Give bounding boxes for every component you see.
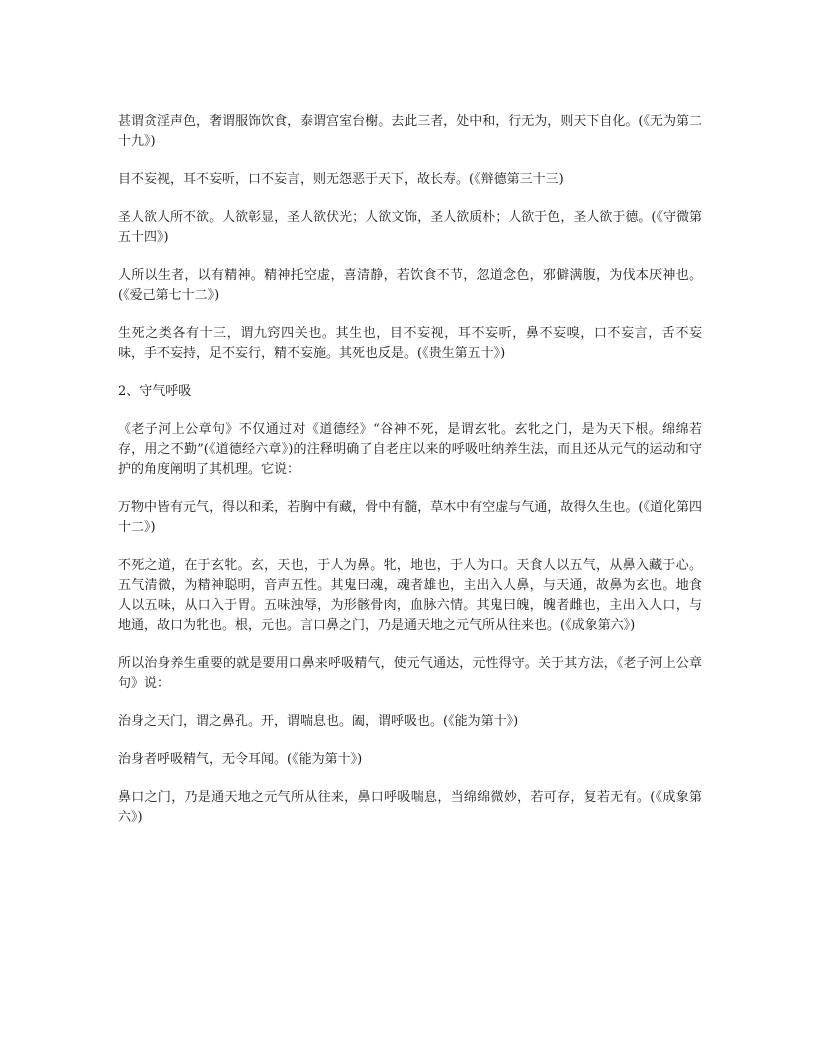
section-heading: 2、守气呼吸	[118, 384, 192, 399]
paragraph-wuwei: 甚谓贪淫声色，奢谓服饰饮食，泰谓宫室台榭。去此三者，处中和，行无为，则天下自化。(《无为第二十九》)	[118, 114, 702, 149]
paragraph-chengxiang-1: 不死之道，在于玄牝。玄，天也，于人为鼻。牝，地也，于人为口。天食人以五气，从鼻入藏于心。五气清微，为精神聪明，音声五性。其鬼曰魂，魂者雄也，主出入人鼻，与天通，故鼻为玄也。地食人以五味，从口入于胃。五味浊辱，为形骸骨肉，血脉六情。其鬼曰魄，魄者雌也，主出入人口，与地通，故口为牝也。根，元也。言口鼻之门，乃是通天地之元气所从往来也。(《成象第六》)	[118, 558, 702, 633]
paragraph-biande: 目不妄视，耳不妄听，口不妄言，则无怨恶于天下，故长寿。(《辩德第三十三)	[118, 172, 564, 187]
paragraph-daohua: 万物中皆有元气，得以和柔，若胸中有藏，骨中有髓，草木中有空虚与气通，故得久生也。(《道化第四十二》)	[118, 500, 702, 535]
paragraph-nengwei-1: 治身之天门，谓之鼻孔。开，谓喘息也。阖，谓呼吸也。(《能为第十》)	[118, 714, 519, 729]
paragraph-shouwei: 圣人欲人所不欲。人欲彰显，圣人欲伏光；人欲文饰，圣人欲质朴；人欲于色，圣人欲于德。(《守微第五十四》)	[118, 210, 702, 245]
paragraph-guisheng: 生死之类各有十三，谓九窍四关也。其生也，目不妄视，耳不妄听，鼻不妄嗅，口不妄言，舌不妄味，手不妄持，足不妄行，精不妄施。其死也反是。(《贵生第五十》)	[118, 326, 702, 361]
paragraph-aiji: 人所以生者，以有精神。精神托空虚，喜清静，若饮食不节，忽道念色，邪僻满腹，为伐本厌神也。(《爱己第七十二》)	[118, 268, 702, 303]
paragraph-method: 所以治身养生重要的就是要用口鼻来呼吸精气，使元气通达，元性得守。关于其方法，《老子河上公章句》说：	[118, 656, 702, 691]
paragraph-chengxiang-2: 鼻口之门，乃是通天地之元气所从往来，鼻口呼吸喘息，当绵绵微妙，若可存，复若无有。(《成象第六》)	[118, 790, 702, 825]
paragraph-nengwei-2: 治身者呼吸精气，无令耳闻。(《能为第十》)	[118, 752, 363, 767]
paragraph-intro: 《老子河上公章句》不仅通过对《道德经》“谷神不死，是谓玄牝。玄牝之门，是为天下根。绵绵若存，用之不勤”(《道德经六章》)的注释明确了自老庄以来的呼吸吐纳养生法，而且还从元气的运动和守护的角度阐明了其机理。它说：	[118, 422, 702, 477]
document-page	[118, 112, 702, 846]
